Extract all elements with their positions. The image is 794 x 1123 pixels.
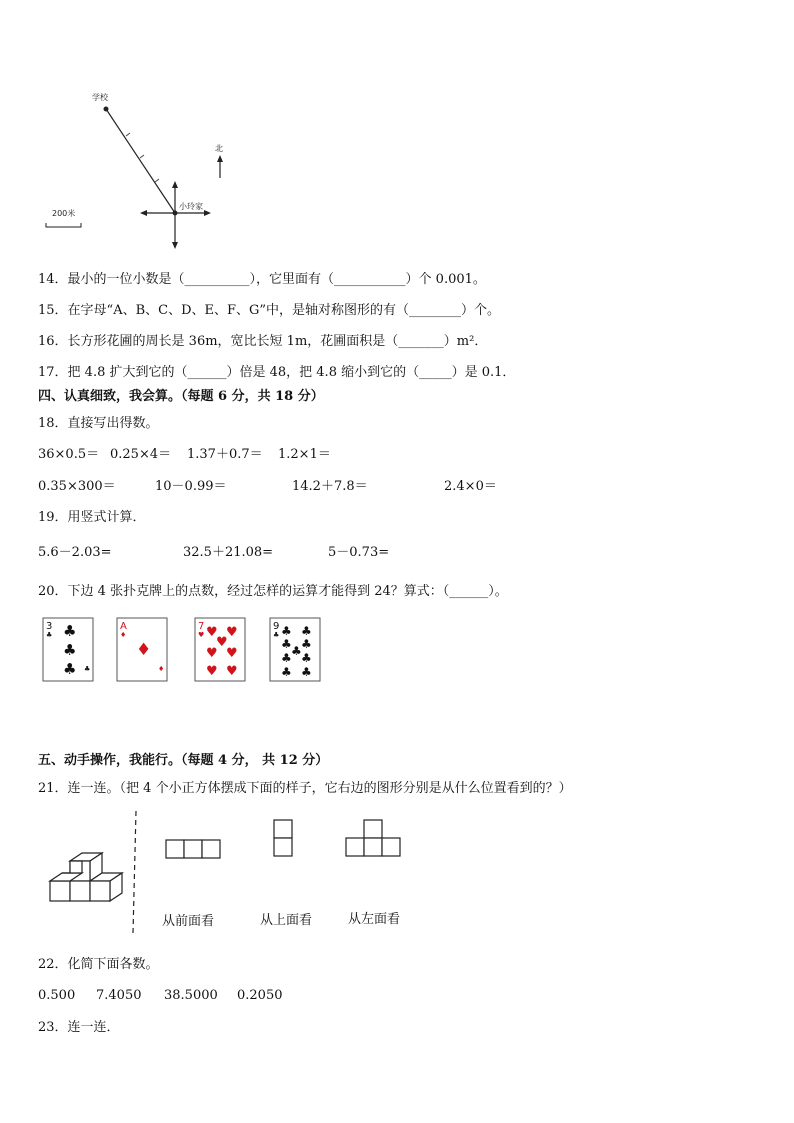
- dashed-divider: [133, 811, 136, 933]
- q22-item: 0.500: [38, 988, 76, 1003]
- svg-text:♣: ♣: [281, 651, 292, 665]
- svg-text:♣: ♣: [273, 631, 280, 639]
- cube-stack: [50, 853, 122, 901]
- svg-text:♣: ♣: [46, 631, 53, 639]
- card-7-hearts: [195, 618, 245, 681]
- q18-item: 0.25×4＝: [110, 447, 172, 462]
- q18-item: 1.37＋0.7＝: [187, 447, 263, 462]
- view-left: [346, 820, 400, 856]
- q18-item: 1.2×1＝: [278, 447, 331, 462]
- school-label: 学校: [92, 93, 108, 102]
- view-top: [274, 820, 292, 856]
- card-9-clubs: [270, 618, 320, 681]
- svg-text:♣: ♣: [281, 637, 292, 651]
- card-rank: 3: [46, 621, 53, 632]
- q19-item: 5.6－2.03=: [38, 545, 112, 560]
- svg-text:♥: ♥: [226, 646, 238, 661]
- svg-text:♥: ♥: [206, 625, 218, 640]
- svg-text:♣: ♣: [301, 665, 312, 679]
- north-label: 北: [215, 144, 223, 153]
- home-point: [173, 211, 178, 216]
- svg-text:♥: ♥: [206, 646, 218, 661]
- card-rank: 7: [198, 621, 205, 632]
- svg-text:♣: ♣: [63, 660, 77, 678]
- q22-item: 0.2050: [237, 988, 283, 1003]
- route-line: [106, 109, 175, 213]
- card-a-diamonds: [117, 618, 167, 681]
- question-23: 23．连一连．: [38, 1020, 120, 1035]
- svg-text:♥: ♥: [206, 664, 218, 679]
- card-rank: 9: [273, 621, 280, 632]
- svg-text:♣: ♣: [281, 665, 292, 679]
- q19-item: 32.5＋21.08=: [183, 545, 274, 560]
- north-arrow-icon: [217, 155, 223, 178]
- question-17: 17．把 4.8 扩大到它的（______）倍是 48，把 4.8 缩小到它的（_____）是 0.1．: [38, 365, 516, 380]
- question-15: 15．在字母“A、B、C、D、E、F、G”中，是轴对称图形的有（________）个。: [38, 303, 501, 318]
- question-19: 19．用竖式计算．: [38, 510, 146, 525]
- svg-text:♦: ♦: [120, 631, 127, 639]
- question-22: 22．化简下面各数。: [38, 957, 159, 972]
- school-point: [104, 107, 109, 112]
- svg-text:♣: ♣: [281, 624, 292, 638]
- svg-text:♣: ♣: [301, 624, 312, 638]
- question-20: 20．下边 4 张扑克牌上的点数，经过怎样的运算才能得到 24？算式：（______）。: [38, 584, 508, 599]
- q18-item: 10－0.99＝: [155, 479, 227, 494]
- q22-item: 7.4050: [96, 988, 142, 1003]
- section-4-heading: 四、认真细致，我会算。（每题 6 分，共 18 分）: [38, 389, 324, 404]
- svg-text:♦: ♦: [136, 640, 152, 660]
- view-front: [166, 840, 220, 858]
- q18-item: 0.35×300＝: [38, 479, 116, 494]
- view-label-left: 从左面看: [348, 912, 401, 927]
- section-5-heading: 五、动手操作，我能行。（每题 4 分， 共 12 分）: [38, 753, 329, 768]
- scale-bar: [46, 223, 81, 227]
- question-21: 21．连一连。（把 4 个小正方体摆成下面的样子，它右边的图形分别是从什么位置看到的？）: [38, 781, 572, 796]
- card-rank: A: [120, 621, 127, 632]
- svg-text:♣: ♣: [301, 651, 312, 665]
- question-16: 16．长方形花圃的周长是 36m，宽比长短 1m，花圃面积是（_______）m²．: [38, 334, 488, 349]
- q18-item: 14.2＋7.8＝: [292, 479, 368, 494]
- svg-text:♥: ♥: [216, 635, 228, 650]
- svg-text:♣: ♣: [291, 644, 302, 658]
- svg-text:♥: ♥: [226, 625, 238, 640]
- svg-text:♣: ♣: [301, 637, 312, 651]
- q19-item: 5－0.73=: [328, 545, 390, 560]
- svg-text:♥: ♥: [198, 631, 205, 639]
- map-figure: [40, 85, 240, 250]
- svg-text:♥: ♥: [226, 664, 238, 679]
- q18-item: 2.4×0＝: [444, 479, 497, 494]
- view-label-front: 从前面看: [162, 914, 215, 929]
- question-14: 14．最小的一位小数是（__________），它里面有（___________）个 0.001。: [38, 272, 486, 287]
- svg-text:♣: ♣: [63, 641, 77, 659]
- question-18: 18．直接写出得数。: [38, 416, 159, 431]
- view-label-top: 从上面看: [260, 913, 313, 928]
- home-label: 小玲家: [179, 202, 203, 211]
- svg-text:♣: ♣: [84, 665, 91, 673]
- q18-item: 36×0.5＝: [38, 447, 100, 462]
- svg-text:♦: ♦: [158, 665, 165, 673]
- scale-label: 200米: [52, 209, 76, 218]
- svg-text:♣: ♣: [63, 622, 77, 640]
- card-3-clubs: [43, 618, 93, 681]
- q22-item: 38.5000: [164, 988, 218, 1003]
- playing-cards: [40, 615, 330, 685]
